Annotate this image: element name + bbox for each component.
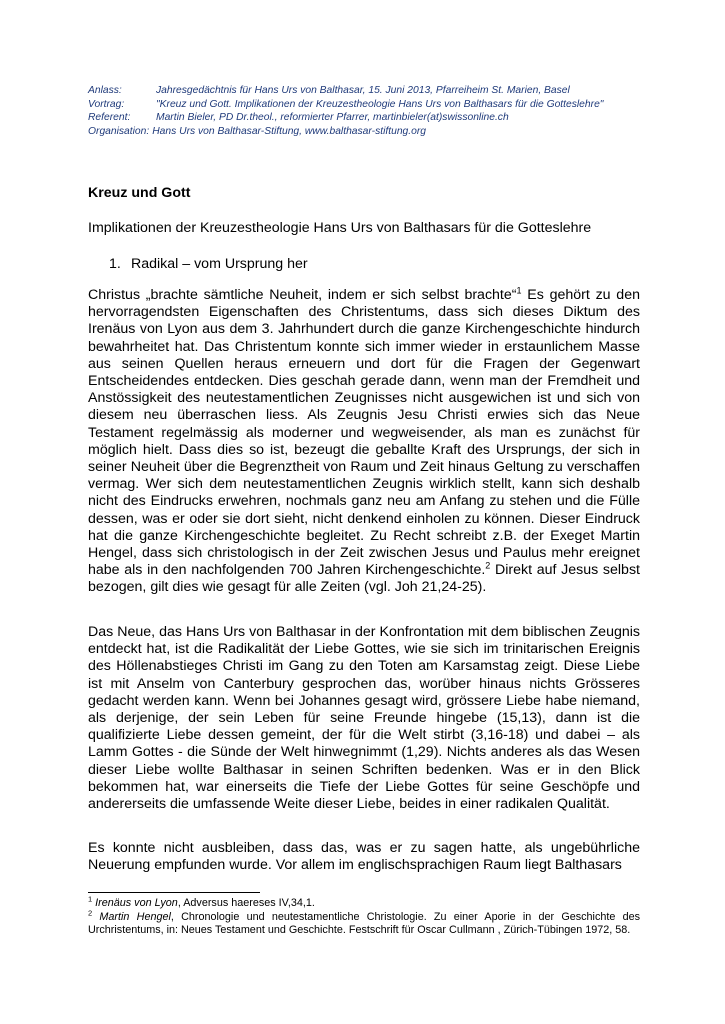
paragraph-3: Es konnte nicht ausbleiben, dass das, was er zu sagen hatte, als ungebührliche Neuerung empfunden wurde. Vor allem im englischsprachigen Raum liegt Balthasars bbox=[88, 840, 640, 874]
meta-value: "Kreuz und Gott. Implikationen der Kreuzestheologie Hans Urs von Balthasars für die Gotteslehre" bbox=[156, 98, 604, 110]
paragraph-text: Direkt auf Jesus selbst bezogen, gilt dies wie gesagt für alle Zeiten (vgl. Joh 21,24-25). bbox=[88, 562, 640, 596]
paragraph-text: Christus „brachte sämtliche Neuheit, indem er sich selbst brachte“ bbox=[88, 287, 517, 303]
footnote-author: Martin Hengel bbox=[99, 910, 171, 923]
paragraph-1 bbox=[88, 287, 640, 597]
footnote-author: Irenäus von Lyon bbox=[95, 897, 178, 909]
meta-key: Anlass: bbox=[88, 85, 122, 96]
footnote-number: 1 bbox=[88, 894, 93, 904]
meta-row-referent bbox=[88, 111, 648, 125]
meta-row-organisation bbox=[88, 125, 648, 139]
section-heading bbox=[109, 256, 308, 272]
meta-key: Vortrag: bbox=[88, 98, 125, 110]
meta-key: Referent: bbox=[88, 112, 131, 124]
footnotes bbox=[88, 894, 641, 938]
document-subtitle: Implikationen der Kreuzestheologie Hans Urs von Balthasars für die Gotteslehre bbox=[88, 220, 592, 236]
event-metadata bbox=[88, 84, 648, 138]
footnote-ref-2: 2 bbox=[485, 560, 491, 571]
meta-value: Jahresgedächtnis für Hans Urs von Balthasar, 15. Juni 2013, Pfarreiheim St. Marien, Basel bbox=[156, 85, 570, 96]
meta-value: Martin Bieler, PD Dr.theol., reformierter Pfarrer, martinbieler(at)swissonline.ch bbox=[156, 112, 509, 124]
meta-row-anlass bbox=[88, 84, 648, 98]
footnote-1 bbox=[88, 894, 640, 911]
footnote-text: , Adversus haereses IV,34,1. bbox=[177, 897, 315, 909]
meta-key: Organisation: bbox=[88, 125, 150, 137]
document-title: Kreuz und Gott bbox=[88, 185, 191, 201]
footnote-separator bbox=[88, 892, 260, 893]
footnote-text: , Chronologie und neutestamentliche Christologie. Zu einer Aporie in der Geschichte des Urchristentums, in: Neues Testament und Geschichte. Festschrift für Oscar Cullmann , Zürich-Tübingen 1972, 58. bbox=[88, 910, 641, 937]
meta-value: Hans Urs von Balthasar-Stiftung, www.balthasar-stiftung.org bbox=[152, 125, 427, 137]
meta-row-vortrag bbox=[88, 98, 648, 112]
paragraph-text: Es gehört zu den hervorragendsten Eigenschaften des Christentums, dass sich dieses Diktum des Irenäus von Lyon aus dem 3. Jahrhundert durch die ganze Kirchengeschichte hindurch bewahrheitet hat. Das Christentum konnte sich immer wieder in erstaunlichem Masse aus seinen Quellen heraus erneuern und dort für die Fragen der Gegenwart Entscheidendes entdecken. Dies geschah gerade dann, wenn man der Fremdheit und Anstössigkeit des neutestamentlichen Zeugnisses nicht ausgewichen ist und sich von diesem neu überraschen liess. Als Zeugnis Jesu Christi erwies sich das Neue Testament regelmässig als moderner und wegweisender, als man es zunächst für möglich hielt. Dass dies so ist, bezeugt die geballte Kraft des Ursprungs, der sich in seiner Neuheit über die Begrenztheit von Raum und Zeit hinaus Geltung zu verschaffen vermag. Wer sich dem neutestamentlichen Zeugnis wirklich stellt, kann sich deshalb nicht des Eindrucks erwehren, nochmals ganz neu am Anfang zu stehen und die Fülle dessen, was er oder sie dort sieht, nicht denkend einholen zu können. Dieser Eindruck hat die ganze Kirchengeschichte begleitet. Zu Recht schreibt z.B. der Exeget Martin Hengel, dass sich christologisch in der Zeit zwischen Jesus und Paulus mehr ereignet habe als in den nachfolgenden 700 Jahren Kirchengeschichte. bbox=[88, 287, 640, 579]
paragraph-2: Das Neue, das Hans Urs von Balthasar in der Konfrontation mit dem biblischen Zeugnis entdeckt hat, ist die Radikalität der Liebe Gottes, wie sie sich im trinitarischen Ereignis des Höllenabstieges Christi im Gang zu den Toten am Karsamstag zeigt. Diese Liebe ist mit Anselm von Canterbury gesprochen das, worüber hinaus nichts Grösseres gedacht werden kann. Wenn bei Johannes gesagt wird, grössere Liebe habe niemand, als derjenige, der sein Leben für seine Freunde hingebe (15,13), dann ist die qualifizierte Liebe dessen gemeint, der für die Welt stirbt (3,16-18) und dabei – als Lamm Gottes - die Sünde der Welt hinwegnimmt (1,29). Nichts anderes als das Wesen dieser Liebe wollte Balthasar in seinen Schriften bedenken. Was er in den Blick bekommen hat, war einerseits die Tiefe der Liebe Gottes für seine Geschöpfe und andererseits die umfassende Weite dieser Liebe, beides in einer radikalen Qualität. bbox=[88, 624, 640, 813]
footnote-ref-1: 1 bbox=[516, 285, 522, 296]
section-number: 1. bbox=[109, 256, 121, 272]
section-label: Radikal – vom Ursprung her bbox=[131, 256, 308, 272]
footnote-2 bbox=[88, 908, 641, 938]
footnote-number: 2 bbox=[88, 908, 93, 917]
